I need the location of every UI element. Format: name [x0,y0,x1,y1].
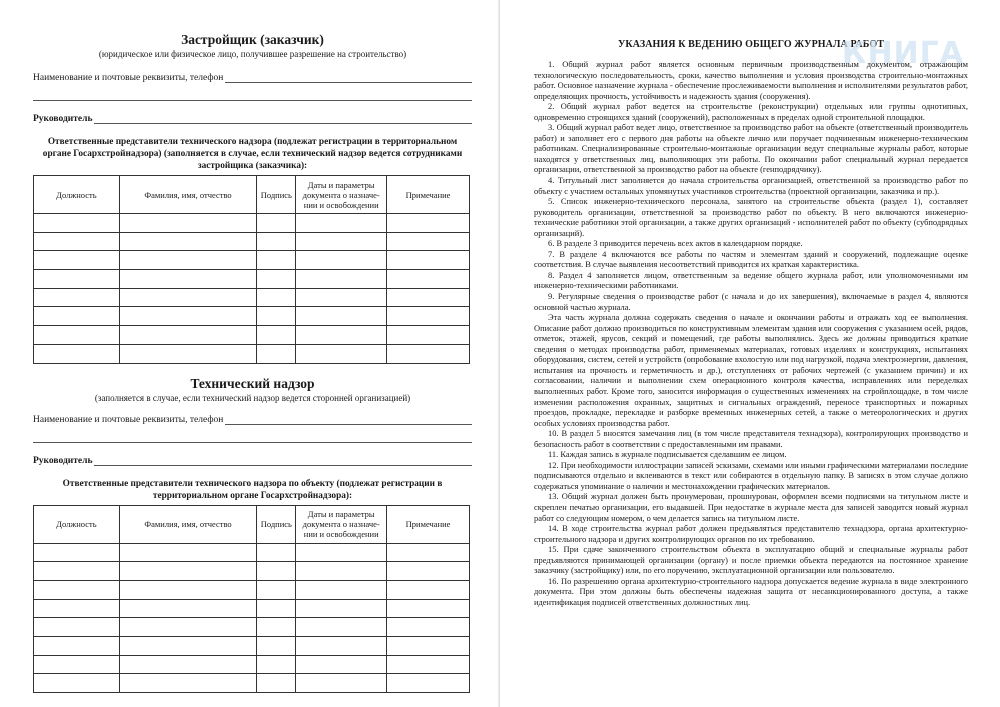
rep-table-1-header [34,176,470,214]
header-note: Примечание [387,176,470,214]
publisher-watermark: КНИГА [841,36,964,71]
table-row [34,270,470,289]
instruction-paragraph: 11. Каждая запись в журнале подписывается сделавшим ее лицом. [548,449,787,460]
instruction-paragraph: 13. Общий журнал должен быть пронумерован, прошнурован, оформлен всеми подписями на титульном листе и скреплен печатью организации, его выдавшей. При недостатке в журнале места для записей заводится новый журнал работ со следующим номером, о чем делается запись на титульном листе. [534,491,968,523]
header-note: Примечание [387,505,470,543]
header-full-name: Фамилия, имя, отчество [119,505,257,543]
rep-table-2-header [34,505,470,543]
instructions-body [534,59,968,607]
table-row [34,618,470,637]
table-row [34,214,470,233]
table-row [34,251,470,270]
table-row [34,543,470,562]
table-row [34,580,470,599]
developer-subtitle: (юридическое или физическое лицо, получившее разрешение на строительство) [98,49,407,59]
instruction-paragraph: 15. При сдаче законченного строительством объекта в эксплуатацию общий и специальные журналы работ предъявляются принимающей организации (органу) и после приемки объекта передаются на постоянное хранение заказчику (застройщику) или, по его поручению, эксплуатационной организации или пользователю. [534,544,968,576]
header-position: Должность [34,176,120,214]
developer-title: Застройщик (заказчик) [181,32,324,47]
supervision-head-label: Руководитель [33,455,93,466]
header-document-dates: Даты и параметры документа о назначе-нии и освобождении [296,176,387,214]
instruction-paragraph: 8. Раздел 4 заполняется лицом, ответственным за ведение общего журнала работ, или уполномоченными им инженерно-техническими работниками. [534,269,968,291]
header-signature: Подпись [257,505,296,543]
rep-table-1-title: Ответственные представители технического надзора (подлежат регистрации в территориальном органе Госархстройнадзора) (заполняется в случае, если технический надзор ведется сотрудниками застройщика (заказчика): [42,137,463,171]
developer-head-field[interactable] [33,110,472,124]
header-signature: Подпись [257,176,296,214]
developer-name-field[interactable] [33,69,472,83]
table-row [34,288,470,307]
rep-table-1 [33,175,470,364]
supervision-head-field[interactable] [33,452,472,466]
instruction-paragraph: 14. В ходе строительства журнал работ должен предъявляться представителю технадзора, органа архитектурно-строительного надзора и других контролирующих органов по их требованию. [534,523,968,544]
table-row [34,562,470,581]
supervision-name-line-2[interactable] [33,431,472,443]
supervision-name-field[interactable] [33,411,472,425]
instruction-paragraph: 1. Общий журнал работ является основным первичным производственным документом, отражающим технологическую последовательность, сроки, качество выполнения и условия производства строительно-монтажных работ. Основное назначение журнала - обеспечение прослеживаемости выполнения и исполнителями результатов работ, определяющих прочность, устойчивость и надежность здания (сооружения). [534,59,968,101]
supervision-name-line[interactable] [225,414,472,425]
instruction-paragraph: 12. При необходимости иллюстрации записей эскизами, схемами или иными графическими материалами последние подписываются отдельно и вклеиваются в текст или собираются в отдельную папку. В записях в этом случае должно содержаться упоминание о наличии и местонахождении графических материалов. [534,459,968,491]
developer-name-line[interactable] [225,72,472,83]
header-full-name: Фамилия, имя, отчество [119,176,257,214]
instruction-paragraph: 7. В разделе 4 включаются все работы по частям и элементам зданий и сооружений, подлежащие оценке соответствия. В случае выявления несоответствий приводится их краткая характеристика. [534,248,968,270]
supervision-title: Технический надзор [190,375,315,391]
instructions-title: УКАЗАНИЯ К ВЕДЕНИЮ ОБЩЕГО ЖУРНАЛА РАБОТ [617,39,885,50]
supervision-name-label: Наименование и почтовые реквизиты, телефон [33,414,224,425]
instruction-paragraph: 6. В разделе 3 приводится перечень всех актов в календарном порядке. [548,238,803,249]
developer-name-line-2[interactable] [33,89,472,101]
supervision-head-line[interactable] [94,455,472,466]
table-row [34,232,470,251]
developer-name-label: Наименование и почтовые реквизиты, телефон [33,73,224,83]
instruction-paragraph: 2. Общий журнал работ ведется на строительстве (реконструкции) отдельных или группы однотипных, одновременно строящихся зданий (сооружений), расположенных в пределах одной строительной площадки. [534,101,968,122]
header-document-dates: Даты и параметры документа о назначе-нии и освобождении [296,505,387,543]
right-page [500,0,1000,707]
instruction-paragraph: 4. Титульный лист заполняется до начала строительства организацией, ответственной за производство работ по объекту с участием остальных упомянутых участников строительства (проектной организации, заказчика и пр.). [534,175,968,196]
rep-table-2-title: Ответственные представители технического надзора по объекту (подлежат регистрации в территориальном органе Госархстройнадзора): [62,478,443,501]
table-row [34,599,470,618]
table-row [34,655,470,674]
instruction-paragraph: 9. Регулярные сведения о производстве работ (с начала и до их завершения), включаемые в раздел 4, являются основной частью журнала. [534,291,968,312]
instruction-paragraph: Эта часть журнала должна содержать сведения о начале и окончании работы и отражать ход ее выполнения. Описание работ должно производиться по конструктивным элементам здания или сооружения с указанием осей, рядов, отметок, этажей, ярусов, секций и помещений, где работы выполнялись. Здесь же должны приводиться краткие сведения о методах производства работ, применяемых материалах, готовых изделиях и конструкциях, испытаниях оборудования, систем, сетей и устройств (опробование вхолостую или под нагрузкой, подача электроэнергии, давления, испытания на прочность и герметичность и др.), отступлениях от рабочих чертежей (с указанием причин) и их согласовании, наличии и выполнении схем операционного контроля качества, исправлениях или переделках выполненных работ. Кроме того, заносится информация о существенных изменениях на стройплощадке, в том числе изменении расположения охранных, защитных и сигнальных ограждений, переносе транспортных и пожарных проездов, прокладке, перекладке и разборке временных инженерных сетей, а также о метеорологических и других особых условиях производства работ. [534,312,968,428]
instruction-paragraph: 3. Общий журнал работ ведет лицо, ответственное за производство работ на объекте (ответственный производитель работ) и заполняет его с первого дня работы на объекте лично или поручает подчиненным инженерно-техническим работникам. Специализированные строительно-монтажные организации ведут специальные журналы работ, которые находятся у ответственных лиц, выполняющих эти работы. По окончании работ специальный журнал передается организации, ответственной за производство работ на объекте (генподрядчику). [534,122,968,175]
developer-head-line[interactable] [94,113,472,124]
rep-table-2 [33,505,470,694]
supervision-subtitle: (заполняется в случае, если технический надзор ведется сторонней организацией) [94,392,411,403]
developer-head-label: Руководитель [33,114,93,124]
instruction-paragraph: 5. Список инженерно-технического персонала, занятого на строительстве объекта (раздел 1), составляет руководитель организации, ответственной за производство работ по объекту. В него включаются инженерно-технические работники этой организации, а также других организаций - исполнителей работ по объекту (субподрядных организаций). [534,196,968,238]
instruction-paragraph: 10. В раздел 5 вносятся замечания лиц (в том числе представителя технадзора), контролирующих производство и безопасность работ в соответствии с предоставленными им правами. [534,428,968,449]
table-row [34,636,470,655]
table-row [34,307,470,326]
table-row [34,674,470,693]
header-position: Должность [34,505,120,543]
table-row [34,344,470,363]
instruction-paragraph: 16. По разрешению органа архитектурно-строительного надзора допускается ведение журнала в виде электронного документа. При этом должны быть обеспечены надежная защита от несанкционированного доступа, а также идентификация подписей ответственных должностных лиц. [534,575,968,607]
table-row [34,326,470,345]
